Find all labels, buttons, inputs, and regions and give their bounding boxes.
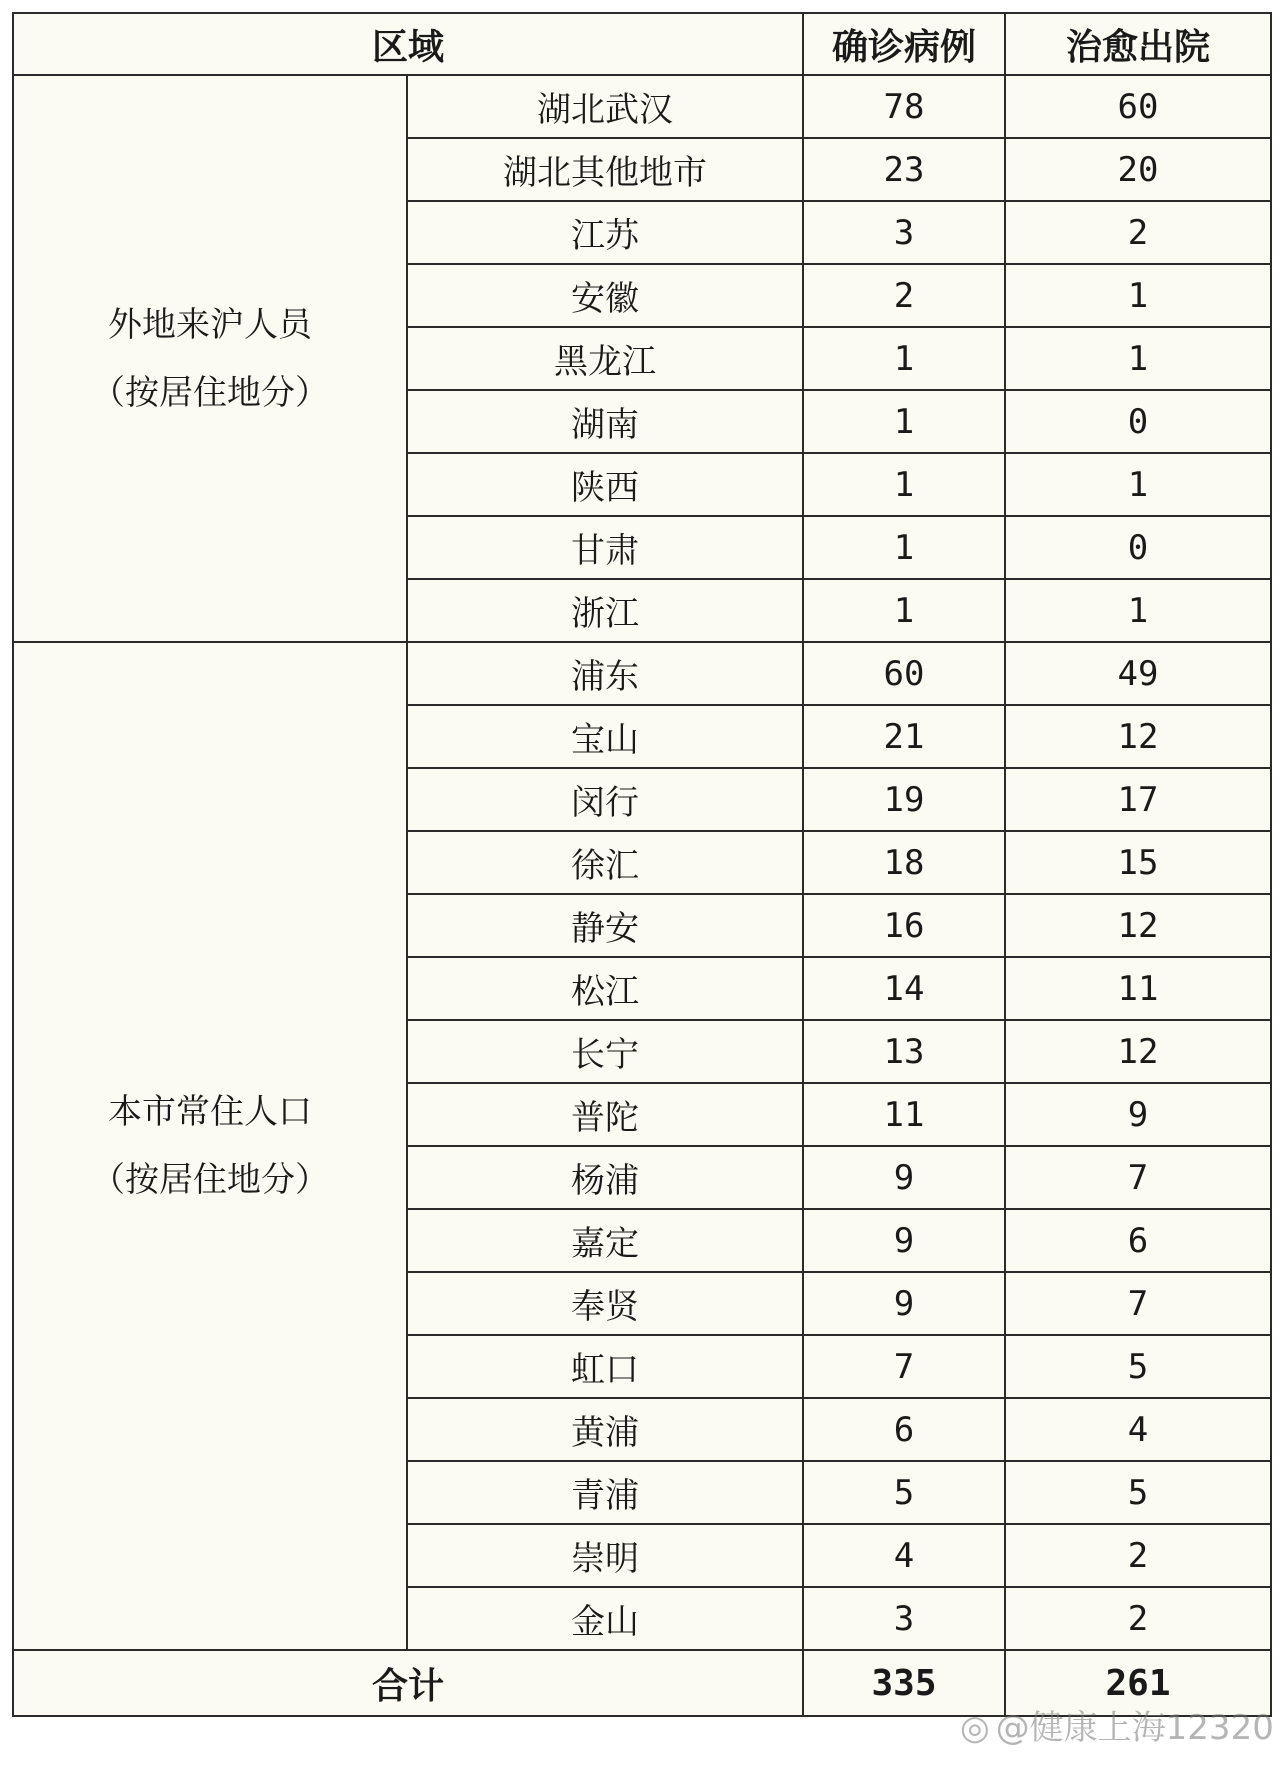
table-row (13, 75, 1271, 138)
confirmed-cell: 1 (803, 390, 1005, 453)
confirmed-cell: 3 (803, 1587, 1005, 1650)
recovered-cell: 9 (1005, 1083, 1271, 1146)
table-row (13, 642, 1271, 705)
region-cell: 虹口 (407, 1335, 803, 1398)
watermark (960, 1700, 1274, 1749)
header-recovered: 治愈出院 (1005, 13, 1271, 75)
confirmed-cell: 3 (803, 201, 1005, 264)
confirmed-cell: 1 (803, 579, 1005, 642)
region-cell: 湖北其他地市 (407, 138, 803, 201)
recovered-cell: 0 (1005, 390, 1271, 453)
confirmed-cell: 2 (803, 264, 1005, 327)
group-label-line2: （按居住地分） (91, 1160, 329, 1200)
statistics-table (12, 12, 1272, 1717)
confirmed-cell: 78 (803, 75, 1005, 138)
region-cell: 普陀 (407, 1083, 803, 1146)
region-cell: 黄浦 (407, 1398, 803, 1461)
recovered-cell: 1 (1005, 327, 1271, 390)
confirmed-cell: 19 (803, 768, 1005, 831)
recovered-cell: 12 (1005, 894, 1271, 957)
recovered-cell: 0 (1005, 516, 1271, 579)
group-label (13, 75, 407, 642)
confirmed-cell: 60 (803, 642, 1005, 705)
confirmed-cell: 1 (803, 327, 1005, 390)
recovered-cell: 60 (1005, 75, 1271, 138)
watermark-text: @健康上海12320 (995, 1708, 1274, 1748)
recovered-cell: 12 (1005, 705, 1271, 768)
region-cell: 宝山 (407, 705, 803, 768)
region-cell: 湖北武汉 (407, 75, 803, 138)
region-cell: 安徽 (407, 264, 803, 327)
total-recovered: 261 (1005, 1650, 1271, 1716)
recovered-cell: 1 (1005, 264, 1271, 327)
region-cell: 黑龙江 (407, 327, 803, 390)
region-cell: 浙江 (407, 579, 803, 642)
header-confirmed: 确诊病例 (803, 13, 1005, 75)
region-cell: 松江 (407, 957, 803, 1020)
region-cell: 长宁 (407, 1020, 803, 1083)
header-row (13, 13, 1271, 75)
group-label-line1: 本市常住人口 (108, 1092, 312, 1132)
table-body (13, 75, 1271, 1716)
recovered-cell: 2 (1005, 201, 1271, 264)
recovered-cell: 7 (1005, 1272, 1271, 1335)
confirmed-cell: 7 (803, 1335, 1005, 1398)
region-cell: 崇明 (407, 1524, 803, 1587)
recovered-cell: 2 (1005, 1587, 1271, 1650)
recovered-cell: 1 (1005, 579, 1271, 642)
region-cell: 金山 (407, 1587, 803, 1650)
region-cell: 闵行 (407, 768, 803, 831)
region-cell: 杨浦 (407, 1146, 803, 1209)
recovered-cell: 2 (1005, 1524, 1271, 1587)
confirmed-cell: 9 (803, 1209, 1005, 1272)
region-cell: 湖南 (407, 390, 803, 453)
group-label-line2: （按居住地分） (91, 372, 329, 413)
confirmed-cell: 9 (803, 1146, 1005, 1209)
recovered-cell: 11 (1005, 957, 1271, 1020)
recovered-cell: 5 (1005, 1335, 1271, 1398)
recovered-cell: 6 (1005, 1209, 1271, 1272)
header-region: 区域 (13, 13, 803, 75)
confirmed-cell: 18 (803, 831, 1005, 894)
recovered-cell: 49 (1005, 642, 1271, 705)
confirmed-cell: 5 (803, 1461, 1005, 1524)
total-label: 合计 (13, 1650, 803, 1716)
recovered-cell: 20 (1005, 138, 1271, 201)
weibo-icon: ◎ (960, 1708, 990, 1748)
recovered-cell: 7 (1005, 1146, 1271, 1209)
region-cell: 奉贤 (407, 1272, 803, 1335)
confirmed-cell: 1 (803, 453, 1005, 516)
region-cell: 静安 (407, 894, 803, 957)
recovered-cell: 5 (1005, 1461, 1271, 1524)
confirmed-cell: 21 (803, 705, 1005, 768)
recovered-cell: 1 (1005, 453, 1271, 516)
confirmed-cell: 1 (803, 516, 1005, 579)
confirmed-cell: 13 (803, 1020, 1005, 1083)
group-label (13, 642, 407, 1650)
confirmed-cell: 4 (803, 1524, 1005, 1587)
total-confirmed: 335 (803, 1650, 1005, 1716)
confirmed-cell: 23 (803, 138, 1005, 201)
confirmed-cell: 14 (803, 957, 1005, 1020)
region-cell: 甘肃 (407, 516, 803, 579)
confirmed-cell: 6 (803, 1398, 1005, 1461)
region-cell: 嘉定 (407, 1209, 803, 1272)
confirmed-cell: 11 (803, 1083, 1005, 1146)
recovered-cell: 15 (1005, 831, 1271, 894)
recovered-cell: 12 (1005, 1020, 1271, 1083)
region-cell: 江苏 (407, 201, 803, 264)
confirmed-cell: 16 (803, 894, 1005, 957)
group-label-line1: 外地来沪人员 (108, 304, 312, 345)
recovered-cell: 17 (1005, 768, 1271, 831)
region-cell: 陕西 (407, 453, 803, 516)
region-cell: 徐汇 (407, 831, 803, 894)
region-cell: 浦东 (407, 642, 803, 705)
recovered-cell: 4 (1005, 1398, 1271, 1461)
confirmed-cell: 9 (803, 1272, 1005, 1335)
region-cell: 青浦 (407, 1461, 803, 1524)
